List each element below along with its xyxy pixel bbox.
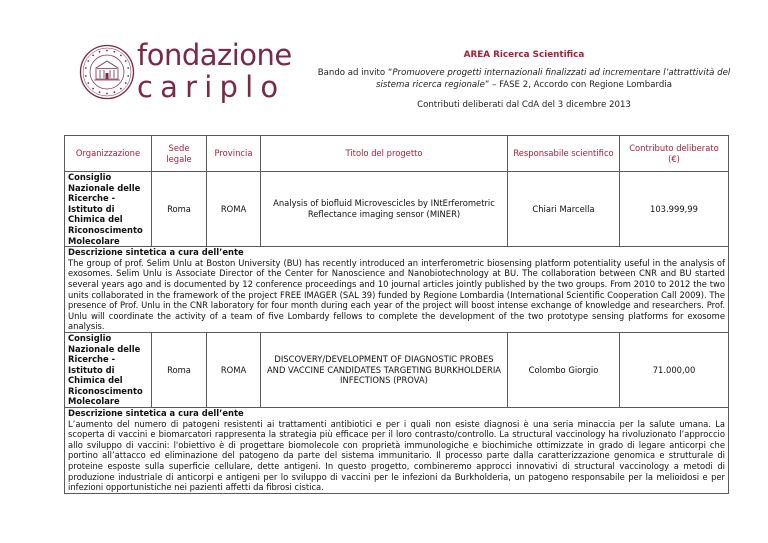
description-heading: Descrizione sintetica a cura dell’ente <box>68 247 244 258</box>
bando-suffix: ” – FASE 2, Accordo con Regione Lombardia <box>484 79 672 90</box>
cell-titolo: DISCOVERY/DEVELOPMENT OF DIAGNOSTIC PROBES AND VACCINE CANDIDATES TARGETING BURKHOLDERIA INFECTIONS (PROVA) <box>261 332 508 407</box>
cell-sede: Roma <box>152 172 207 247</box>
col-header-titolo: Titolo del progetto <box>261 136 508 172</box>
area-title: AREA Ricerca Scientifica <box>463 50 585 60</box>
col-header-contributo: Contributo deliberato (€) <box>620 136 729 172</box>
cell-responsabile: Chiari Marcella <box>508 172 620 247</box>
bando-prefix: Bando ad invito “ <box>317 68 393 78</box>
description-cell <box>65 408 729 494</box>
col-header-sede: Sede legale <box>152 136 207 172</box>
description-text: L’aumento del numero di patogeni resistenti ai trattamenti antibiotici e per i quali non esiste diagnosi è una seria minaccia per la salute umana. La scoperta di vaccini e biomarcatori rappresenta la strategia più efficace per il loro contrasto/controllo. La structural vaccinology ha rivoluzionato l’approccio allo sviluppo di vaccini: l'obiettivo è di progettare biomolecole con proprietà immunologiche e biochimiche ottimizzate in grado di legare anticorpi che portino all’attacco ed eliminazione del patogeno da parte del sistema immunitario. Il processo parte dalla caratterizzazione genomica e strutturale di proteine esposte sulla superficie cellulare, dette antigeni. In questo progetto, combineremo approcci innovativi di structural vaccinology a metodi di produzione industriale di anticorpi e antigeni per lo sviluppo di vaccini per le infezioni da Burkholderia, un patogeno responsabile per la melioidosi e per infezioni opportunistiche nei pazienti affetti da fibrosi cistica. <box>68 418 725 493</box>
table-header-row <box>65 136 729 172</box>
logo-word-fondazione: fondazione <box>137 38 292 72</box>
bando-title: Promuovere progetti internazionali finalizzati ad incrementare l’attrattività del sistema ricerca regionale <box>375 68 731 90</box>
cell-contributo: 103.999,99 <box>620 172 729 247</box>
description-row <box>65 247 729 333</box>
cell-provincia: ROMA <box>207 172 261 247</box>
cell-titolo: Analysis of biofluid Microvescicles by INtErferometric Reflectance imaging sensor (MINER) <box>261 172 508 247</box>
cell-organizzazione: Consiglio Nazionale delle Ricerche - Istituto di Chimica del Riconoscimento Molecolare <box>65 172 152 247</box>
table-row <box>65 172 729 247</box>
table-row <box>65 332 729 407</box>
col-header-responsabile: Responsabile scientifico <box>508 136 620 172</box>
cell-responsabile: Colombo Giorgio <box>508 332 620 407</box>
description-heading: Descrizione sintetica a cura dell’ente <box>68 408 244 419</box>
cell-organizzazione: Consiglio Nazionale delle Ricerche - Istituto di Chimica del Riconoscimento Molecolare <box>65 332 152 407</box>
cell-provincia: ROMA <box>207 332 261 407</box>
fondazione-seal-icon <box>79 44 135 100</box>
description-row <box>65 408 729 494</box>
logo-word-cariplo: cariplo <box>137 70 286 104</box>
col-header-provincia: Provincia <box>207 136 261 172</box>
fondazione-cariplo-logo <box>79 38 292 107</box>
bando-description <box>300 68 748 91</box>
grants-table <box>64 135 729 494</box>
contributi-subtitle: Contributi deliberati dal CdA del 3 dicembre 2013 <box>417 100 631 110</box>
description-cell <box>65 247 729 333</box>
cell-sede: Roma <box>152 332 207 407</box>
description-text: The group of prof. Selim Unlu at Boston University (BU) has recently introduced an interferometric biosensing platform potentiality useful in the analysis of exosomes. Selim Unlu is Associate Director of the Center for Nanoscience and Nanobiotechnology at BU. The collaboration between CNR and BU started several years ago and is documented by 12 conference proceedings and 10 journal articles jointly published by the two groups. From 2010 to 2012 the two units collaborated in the framework of the project FREE IMAGER (SAL 39) funded by Regione Lombardia (International Scientific Cooperation Call 2009). The presence of Prof. Unlu in the CNR laboratory for four month during each year of the project will boost intense exchange of knowledge and researchers. Prof. Unlu will coordinate the activity of a team of five Lombardy fellows to complete the development of the two prototype sensing platforms for exosome analysis. <box>68 257 725 332</box>
col-header-organizzazione: Organizzazione <box>65 136 152 172</box>
cell-contributo: 71.000,00 <box>620 332 729 407</box>
